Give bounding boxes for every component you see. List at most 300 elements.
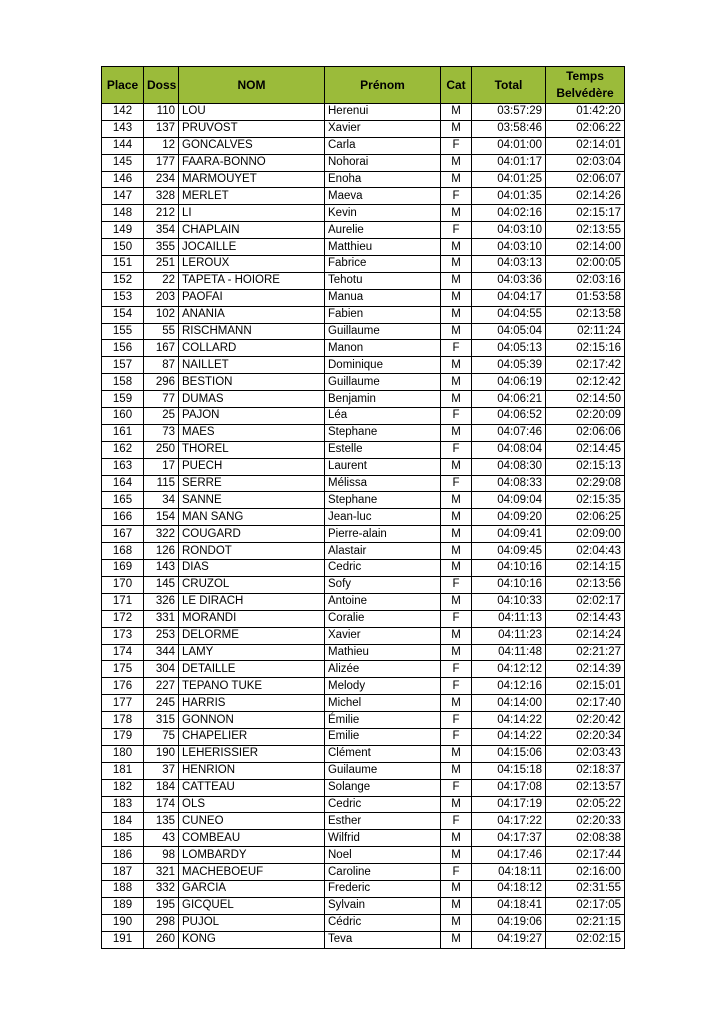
- cell-doss: 227: [144, 678, 179, 695]
- cell-prenom: Michel: [325, 695, 441, 712]
- cell-total: 04:11:23: [472, 627, 546, 644]
- cell-cat: M: [441, 104, 472, 121]
- table-row: [102, 543, 625, 560]
- cell-place: 143: [102, 120, 144, 137]
- cell-doss: 22: [144, 272, 179, 289]
- cell-prenom: Enoha: [325, 171, 441, 188]
- cell-temps-belvedere: 02:03:43: [546, 745, 625, 762]
- cell-total: 04:01:17: [472, 154, 546, 171]
- cell-temps-belvedere: 02:11:24: [546, 323, 625, 340]
- table-header: [102, 67, 625, 104]
- cell-total: 04:03:10: [472, 222, 546, 239]
- cell-prenom: Antoine: [325, 593, 441, 610]
- table-row: [102, 661, 625, 678]
- cell-doss: 126: [144, 543, 179, 560]
- cell-nom: MERLET: [179, 188, 325, 205]
- cell-prenom: Mélissa: [325, 475, 441, 492]
- cell-temps-belvedere: 02:20:42: [546, 712, 625, 729]
- cell-total: 04:09:41: [472, 526, 546, 543]
- cell-total: 04:01:25: [472, 171, 546, 188]
- cell-doss: 34: [144, 492, 179, 509]
- cell-cat: F: [441, 728, 472, 745]
- cell-place: 182: [102, 779, 144, 796]
- cell-doss: 321: [144, 864, 179, 881]
- cell-nom: MORANDI: [179, 610, 325, 627]
- cell-temps-belvedere: 02:31:55: [546, 880, 625, 897]
- cell-cat: M: [441, 424, 472, 441]
- cell-temps-belvedere: 02:14:15: [546, 560, 625, 577]
- cell-doss: 43: [144, 830, 179, 847]
- cell-total: 04:03:10: [472, 239, 546, 256]
- cell-nom: CRUZOL: [179, 576, 325, 593]
- cell-doss: 355: [144, 239, 179, 256]
- cell-prenom: Melody: [325, 678, 441, 695]
- cell-total: 04:03:36: [472, 272, 546, 289]
- cell-place: 177: [102, 695, 144, 712]
- cell-nom: GONCALVES: [179, 137, 325, 154]
- cell-nom: PUJOL: [179, 914, 325, 931]
- cell-total: 04:09:04: [472, 492, 546, 509]
- cell-temps-belvedere: 02:05:22: [546, 796, 625, 813]
- table-row: [102, 205, 625, 222]
- cell-prenom: Caroline: [325, 864, 441, 881]
- cell-doss: 174: [144, 796, 179, 813]
- cell-temps-belvedere: 02:02:15: [546, 931, 625, 948]
- table-row: [102, 745, 625, 762]
- cell-cat: F: [441, 222, 472, 239]
- cell-prenom: Nohorai: [325, 154, 441, 171]
- cell-nom: LEHERISSIER: [179, 745, 325, 762]
- results-table: [101, 66, 625, 949]
- cell-total: 04:06:52: [472, 408, 546, 425]
- cell-temps-belvedere: 01:42:20: [546, 104, 625, 121]
- cell-total: 04:05:13: [472, 340, 546, 357]
- cell-place: 176: [102, 678, 144, 695]
- cell-prenom: Alizée: [325, 661, 441, 678]
- table-row: [102, 897, 625, 914]
- cell-place: 171: [102, 593, 144, 610]
- cell-total: 04:06:19: [472, 374, 546, 391]
- cell-place: 173: [102, 627, 144, 644]
- cell-cat: M: [441, 323, 472, 340]
- cell-cat: M: [441, 374, 472, 391]
- cell-total: 04:19:27: [472, 931, 546, 948]
- table-row: [102, 526, 625, 543]
- cell-nom: MAES: [179, 424, 325, 441]
- cell-nom: DETAILLE: [179, 661, 325, 678]
- cell-cat: M: [441, 526, 472, 543]
- table-row: [102, 610, 625, 627]
- cell-prenom: Noel: [325, 847, 441, 864]
- table-row: [102, 560, 625, 577]
- cell-temps-belvedere: 02:06:07: [546, 171, 625, 188]
- cell-total: 04:04:17: [472, 289, 546, 306]
- table-row: [102, 593, 625, 610]
- cell-temps-belvedere: 02:17:42: [546, 357, 625, 374]
- cell-temps-belvedere: 02:29:08: [546, 475, 625, 492]
- cell-place: 174: [102, 644, 144, 661]
- cell-temps-belvedere: 02:14:00: [546, 239, 625, 256]
- cell-place: 158: [102, 374, 144, 391]
- cell-place: 164: [102, 475, 144, 492]
- cell-temps-belvedere: 02:14:43: [546, 610, 625, 627]
- cell-doss: 298: [144, 914, 179, 931]
- cell-cat: M: [441, 256, 472, 273]
- cell-place: 180: [102, 745, 144, 762]
- cell-place: 168: [102, 543, 144, 560]
- cell-nom: GARCIA: [179, 880, 325, 897]
- cell-place: 155: [102, 323, 144, 340]
- cell-cat: F: [441, 813, 472, 830]
- cell-doss: 304: [144, 661, 179, 678]
- table-row: [102, 306, 625, 323]
- cell-temps-belvedere: 02:21:27: [546, 644, 625, 661]
- cell-prenom: Dominique: [325, 357, 441, 374]
- cell-cat: F: [441, 678, 472, 695]
- cell-cat: M: [441, 391, 472, 408]
- cell-total: 04:15:06: [472, 745, 546, 762]
- cell-temps-belvedere: 01:53:58: [546, 289, 625, 306]
- cell-doss: 195: [144, 897, 179, 914]
- cell-place: 185: [102, 830, 144, 847]
- cell-prenom: Jean-luc: [325, 509, 441, 526]
- cell-cat: F: [441, 864, 472, 881]
- cell-nom: RISCHMANN: [179, 323, 325, 340]
- cell-place: 150: [102, 239, 144, 256]
- cell-place: 162: [102, 441, 144, 458]
- cell-nom: KONG: [179, 931, 325, 948]
- cell-prenom: Cedric: [325, 560, 441, 577]
- cell-temps-belvedere: 02:20:33: [546, 813, 625, 830]
- cell-prenom: Sylvain: [325, 897, 441, 914]
- cell-doss: 322: [144, 526, 179, 543]
- table-row: [102, 796, 625, 813]
- cell-doss: 73: [144, 424, 179, 441]
- cell-cat: M: [441, 796, 472, 813]
- table-row: [102, 678, 625, 695]
- table-row: [102, 779, 625, 796]
- cell-cat: M: [441, 560, 472, 577]
- cell-place: 142: [102, 104, 144, 121]
- cell-temps-belvedere: 02:18:37: [546, 762, 625, 779]
- header-place: Place: [102, 67, 144, 104]
- cell-nom: LOU: [179, 104, 325, 121]
- cell-cat: M: [441, 897, 472, 914]
- cell-place: 148: [102, 205, 144, 222]
- cell-cat: M: [441, 762, 472, 779]
- cell-nom: COUGARD: [179, 526, 325, 543]
- cell-total: 04:03:13: [472, 256, 546, 273]
- cell-doss: 167: [144, 340, 179, 357]
- table-row: [102, 509, 625, 526]
- cell-place: 165: [102, 492, 144, 509]
- cell-place: 145: [102, 154, 144, 171]
- cell-temps-belvedere: 02:15:01: [546, 678, 625, 695]
- cell-doss: 332: [144, 880, 179, 897]
- cell-total: 04:08:04: [472, 441, 546, 458]
- cell-temps-belvedere: 02:13:58: [546, 306, 625, 323]
- cell-doss: 326: [144, 593, 179, 610]
- cell-doss: 331: [144, 610, 179, 627]
- cell-nom: GONNON: [179, 712, 325, 729]
- cell-nom: BESTION: [179, 374, 325, 391]
- table-row: [102, 272, 625, 289]
- cell-doss: 251: [144, 256, 179, 273]
- table-row: [102, 931, 625, 948]
- table-row: [102, 847, 625, 864]
- cell-cat: F: [441, 137, 472, 154]
- cell-cat: M: [441, 830, 472, 847]
- cell-cat: F: [441, 779, 472, 796]
- cell-temps-belvedere: 02:14:39: [546, 661, 625, 678]
- cell-cat: M: [441, 593, 472, 610]
- cell-cat: M: [441, 695, 472, 712]
- table-row: [102, 492, 625, 509]
- cell-total: 04:10:16: [472, 576, 546, 593]
- cell-nom: DELORME: [179, 627, 325, 644]
- table-row: [102, 695, 625, 712]
- cell-cat: M: [441, 745, 472, 762]
- cell-temps-belvedere: 02:06:25: [546, 509, 625, 526]
- cell-prenom: Xavier: [325, 120, 441, 137]
- cell-nom: TAPETA - HOIORE: [179, 272, 325, 289]
- cell-place: 179: [102, 728, 144, 745]
- cell-place: 149: [102, 222, 144, 239]
- cell-nom: SANNE: [179, 492, 325, 509]
- table-row: [102, 357, 625, 374]
- cell-total: 04:11:48: [472, 644, 546, 661]
- cell-doss: 135: [144, 813, 179, 830]
- cell-prenom: Manon: [325, 340, 441, 357]
- cell-total: 04:04:55: [472, 306, 546, 323]
- cell-doss: 344: [144, 644, 179, 661]
- cell-temps-belvedere: 02:14:45: [546, 441, 625, 458]
- cell-temps-belvedere: 02:12:42: [546, 374, 625, 391]
- cell-prenom: Carla: [325, 137, 441, 154]
- table-row: [102, 154, 625, 171]
- cell-place: 154: [102, 306, 144, 323]
- cell-cat: F: [441, 661, 472, 678]
- cell-prenom: Frederic: [325, 880, 441, 897]
- cell-temps-belvedere: 02:14:24: [546, 627, 625, 644]
- table-row: [102, 576, 625, 593]
- cell-prenom: Clément: [325, 745, 441, 762]
- cell-cat: M: [441, 120, 472, 137]
- cell-total: 04:19:06: [472, 914, 546, 931]
- cell-doss: 143: [144, 560, 179, 577]
- table-row: [102, 458, 625, 475]
- cell-total: 04:10:33: [472, 593, 546, 610]
- cell-place: 157: [102, 357, 144, 374]
- cell-nom: THOREL: [179, 441, 325, 458]
- table-row: [102, 441, 625, 458]
- cell-nom: CATTEAU: [179, 779, 325, 796]
- cell-place: 153: [102, 289, 144, 306]
- cell-prenom: Stephane: [325, 424, 441, 441]
- cell-temps-belvedere: 02:15:16: [546, 340, 625, 357]
- cell-doss: 154: [144, 509, 179, 526]
- cell-cat: M: [441, 914, 472, 931]
- cell-temps-belvedere: 02:13:57: [546, 779, 625, 796]
- cell-temps-belvedere: 02:15:13: [546, 458, 625, 475]
- cell-doss: 102: [144, 306, 179, 323]
- cell-nom: PRUVOST: [179, 120, 325, 137]
- table-row: [102, 864, 625, 881]
- table-row: [102, 408, 625, 425]
- cell-temps-belvedere: 02:20:09: [546, 408, 625, 425]
- cell-total: 04:17:22: [472, 813, 546, 830]
- cell-nom: DUMAS: [179, 391, 325, 408]
- cell-place: 146: [102, 171, 144, 188]
- cell-doss: 203: [144, 289, 179, 306]
- cell-place: 172: [102, 610, 144, 627]
- cell-total: 04:17:08: [472, 779, 546, 796]
- cell-total: 04:14:22: [472, 728, 546, 745]
- table-row: [102, 323, 625, 340]
- cell-doss: 25: [144, 408, 179, 425]
- cell-doss: 115: [144, 475, 179, 492]
- cell-total: 04:07:46: [472, 424, 546, 441]
- cell-prenom: Herenui: [325, 104, 441, 121]
- cell-total: 04:18:12: [472, 880, 546, 897]
- header-prenom: Prénom: [325, 67, 441, 104]
- cell-place: 187: [102, 864, 144, 881]
- cell-nom: CHAPELIER: [179, 728, 325, 745]
- cell-total: 04:09:20: [472, 509, 546, 526]
- table-row: [102, 171, 625, 188]
- cell-place: 190: [102, 914, 144, 931]
- cell-prenom: Xavier: [325, 627, 441, 644]
- cell-nom: COLLARD: [179, 340, 325, 357]
- cell-temps-belvedere: 02:13:55: [546, 222, 625, 239]
- table-row: [102, 475, 625, 492]
- cell-total: 04:18:41: [472, 897, 546, 914]
- cell-total: 04:02:16: [472, 205, 546, 222]
- cell-place: 189: [102, 897, 144, 914]
- cell-doss: 190: [144, 745, 179, 762]
- cell-cat: M: [441, 644, 472, 661]
- cell-prenom: Benjamin: [325, 391, 441, 408]
- header-doss: Doss: [144, 67, 179, 104]
- cell-place: 167: [102, 526, 144, 543]
- cell-total: 04:14:22: [472, 712, 546, 729]
- cell-doss: 184: [144, 779, 179, 796]
- cell-prenom: Émilie: [325, 712, 441, 729]
- cell-place: 152: [102, 272, 144, 289]
- cell-cat: M: [441, 239, 472, 256]
- cell-cat: M: [441, 154, 472, 171]
- cell-doss: 37: [144, 762, 179, 779]
- cell-nom: CHAPLAIN: [179, 222, 325, 239]
- table-body: [102, 104, 625, 949]
- cell-cat: M: [441, 289, 472, 306]
- cell-total: 03:57:29: [472, 104, 546, 121]
- cell-prenom: Pierre-alain: [325, 526, 441, 543]
- cell-temps-belvedere: 02:13:56: [546, 576, 625, 593]
- cell-temps-belvedere: 02:03:04: [546, 154, 625, 171]
- cell-cat: M: [441, 171, 472, 188]
- header-row: [102, 67, 625, 104]
- table-row: [102, 374, 625, 391]
- table-row: [102, 120, 625, 137]
- cell-temps-belvedere: 02:04:43: [546, 543, 625, 560]
- cell-nom: GICQUEL: [179, 897, 325, 914]
- table-row: [102, 239, 625, 256]
- cell-nom: LE DIRACH: [179, 593, 325, 610]
- cell-nom: HARRIS: [179, 695, 325, 712]
- cell-place: 161: [102, 424, 144, 441]
- cell-prenom: Sofy: [325, 576, 441, 593]
- cell-total: 04:14:00: [472, 695, 546, 712]
- cell-cat: F: [441, 188, 472, 205]
- table-row: [102, 289, 625, 306]
- cell-nom: CUNEO: [179, 813, 325, 830]
- cell-cat: M: [441, 880, 472, 897]
- table-row: [102, 627, 625, 644]
- cell-prenom: Coralie: [325, 610, 441, 627]
- cell-doss: 77: [144, 391, 179, 408]
- table-row: [102, 424, 625, 441]
- cell-place: 191: [102, 931, 144, 948]
- table-row: [102, 644, 625, 661]
- cell-total: 04:15:18: [472, 762, 546, 779]
- table-row: [102, 830, 625, 847]
- cell-prenom: Tehotu: [325, 272, 441, 289]
- cell-total: 04:01:35: [472, 188, 546, 205]
- cell-temps-belvedere: 02:20:34: [546, 728, 625, 745]
- cell-prenom: Maeva: [325, 188, 441, 205]
- cell-nom: HENRION: [179, 762, 325, 779]
- cell-prenom: Léa: [325, 408, 441, 425]
- cell-total: 04:17:37: [472, 830, 546, 847]
- header-nom: NOM: [179, 67, 325, 104]
- cell-doss: 12: [144, 137, 179, 154]
- cell-place: 184: [102, 813, 144, 830]
- cell-total: 04:08:30: [472, 458, 546, 475]
- table-row: [102, 728, 625, 745]
- cell-total: 04:09:45: [472, 543, 546, 560]
- cell-temps-belvedere: 02:14:26: [546, 188, 625, 205]
- table-row: [102, 188, 625, 205]
- table-row: [102, 104, 625, 121]
- cell-place: 159: [102, 391, 144, 408]
- cell-nom: TEPANO TUKE: [179, 678, 325, 695]
- cell-prenom: Fabien: [325, 306, 441, 323]
- cell-nom: LI: [179, 205, 325, 222]
- header-total: Total: [472, 67, 546, 104]
- cell-doss: 212: [144, 205, 179, 222]
- cell-nom: LOMBARDY: [179, 847, 325, 864]
- cell-temps-belvedere: 02:00:05: [546, 256, 625, 273]
- cell-nom: MACHEBOEUF: [179, 864, 325, 881]
- cell-prenom: Fabrice: [325, 256, 441, 273]
- cell-nom: PAJON: [179, 408, 325, 425]
- cell-nom: PAOFAI: [179, 289, 325, 306]
- cell-cat: M: [441, 306, 472, 323]
- cell-doss: 354: [144, 222, 179, 239]
- cell-place: 147: [102, 188, 144, 205]
- table-row: [102, 137, 625, 154]
- cell-doss: 17: [144, 458, 179, 475]
- cell-place: 181: [102, 762, 144, 779]
- cell-prenom: Emilie: [325, 728, 441, 745]
- cell-total: 04:08:33: [472, 475, 546, 492]
- cell-nom: RONDOT: [179, 543, 325, 560]
- cell-total: 04:17:46: [472, 847, 546, 864]
- cell-temps-belvedere: 02:08:38: [546, 830, 625, 847]
- cell-cat: M: [441, 205, 472, 222]
- cell-nom: NAILLET: [179, 357, 325, 374]
